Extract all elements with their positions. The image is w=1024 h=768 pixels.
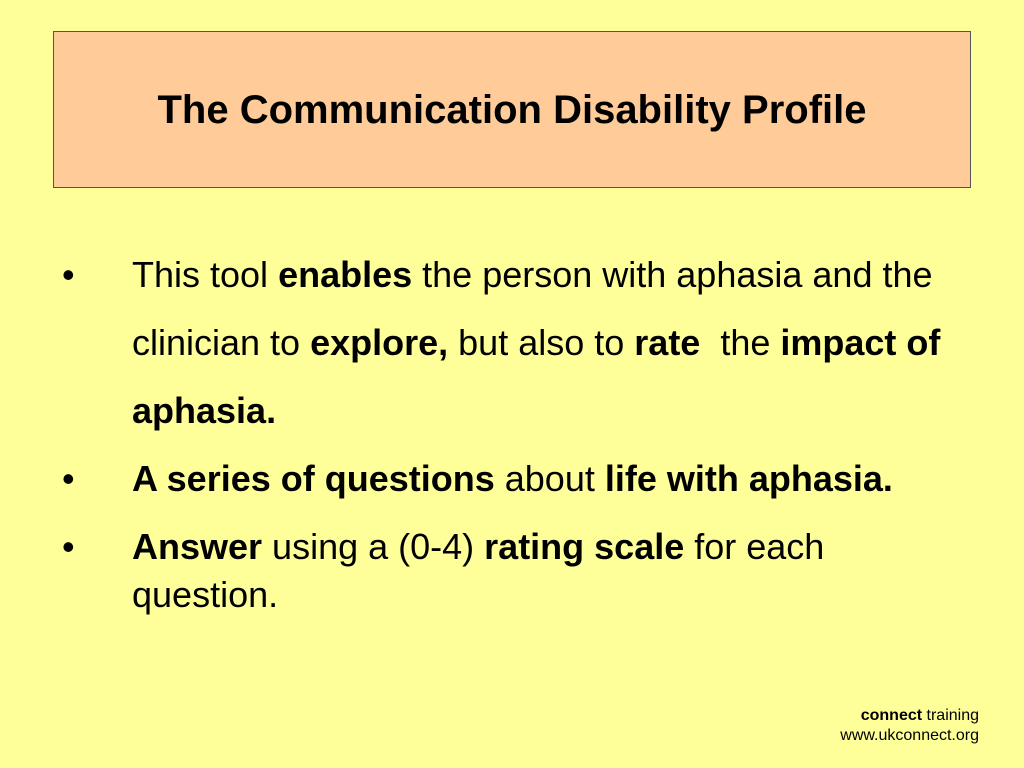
bold-segment: rating scale [484,526,685,567]
bullet-marker: • [62,458,75,499]
text-segment: about [494,458,605,499]
text-segment: This tool [132,254,279,295]
footer-suffix: training [922,707,979,724]
bullet-item [62,445,962,513]
text-segment: the person with aphasia and the clinician to [132,254,933,363]
bullet-text [132,254,940,431]
footer [840,706,979,746]
bold-segment: explore, [310,322,449,363]
text-segment: but also to [448,322,635,363]
text-segment: using a (0-4) [262,526,485,567]
bullet-text [132,526,824,615]
bullet-item [62,241,962,445]
text-segment: for each question. [132,526,825,615]
bullet-text [132,458,893,499]
bullet-item [62,523,962,619]
slide-title: The Communication Disability Profile [157,87,867,132]
bold-segment: enables [278,254,413,295]
bullet-marker: • [62,526,75,567]
bold-segment: impact of aphasia. [132,322,941,431]
title-box [53,31,971,188]
bullet-list [62,241,962,619]
text-segment: the [700,322,781,363]
bold-segment: Answer [132,526,263,567]
bold-segment: life with aphasia. [604,458,893,499]
footer-brand-line [840,706,979,726]
footer-url: www.ukconnect.org [840,727,979,744]
footer-brand: connect [860,707,923,724]
bold-segment: A series of questions [132,458,495,499]
bold-segment: rate [634,322,701,363]
bullet-marker: • [62,254,75,295]
